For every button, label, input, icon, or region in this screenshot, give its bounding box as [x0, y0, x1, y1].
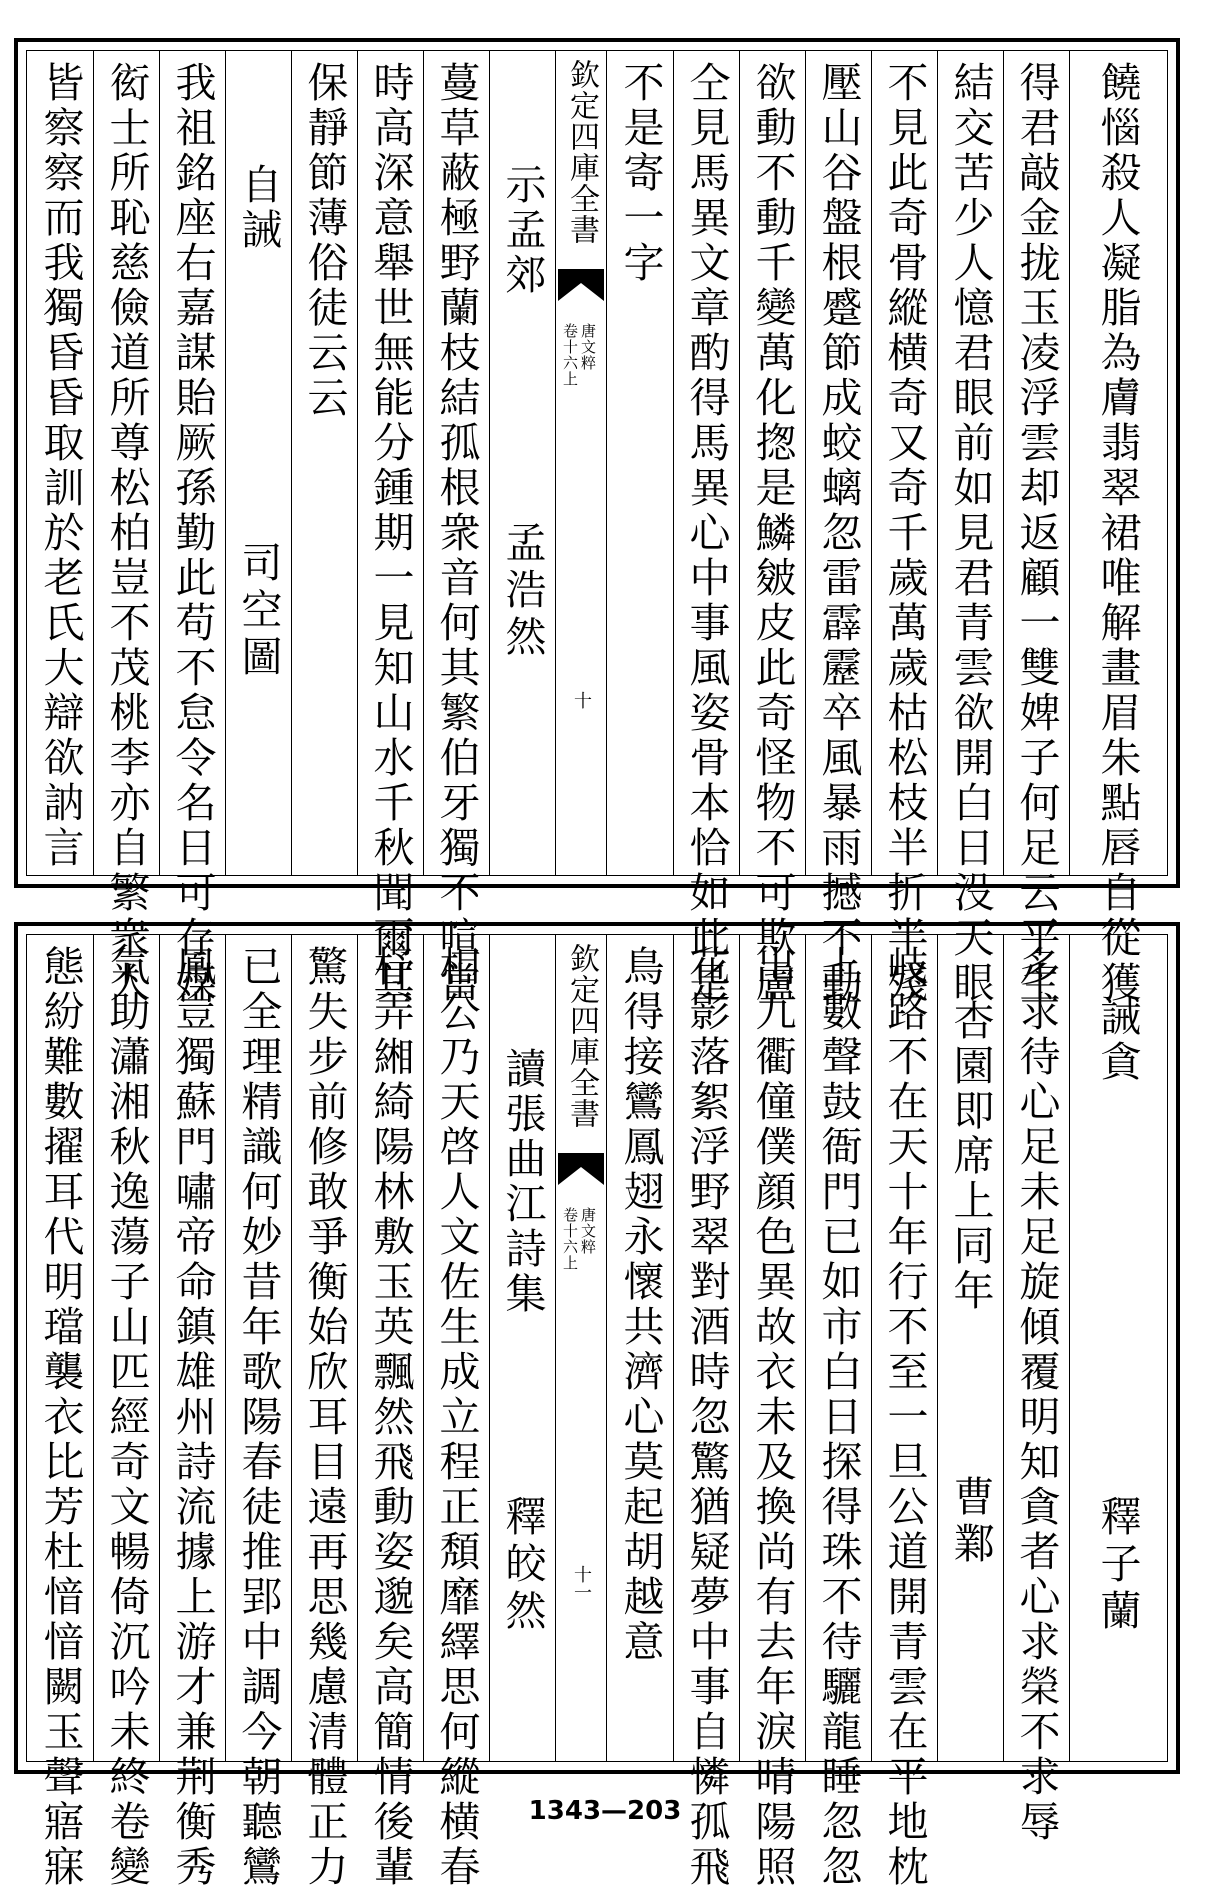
volume-number: 卷十六上	[561, 1207, 579, 1271]
column	[93, 935, 160, 1890]
text-line: 不是寄一字	[616, 61, 665, 286]
fish-tail-mark	[558, 1153, 604, 1185]
column	[291, 935, 358, 1890]
fish-tail-mark	[558, 269, 604, 301]
column	[489, 51, 556, 875]
column	[607, 51, 674, 875]
column	[871, 51, 938, 1006]
top-page-frame	[26, 50, 1168, 1006]
top-page	[14, 38, 1180, 1006]
text-line: 時高深意舉世無能分鍾期一見知山水千秋聞爾其	[366, 61, 415, 1006]
text-line: 花影落絮浮野翠對酒時忽驚猶疑夢中事自憐孤飛	[682, 945, 731, 1890]
column	[357, 935, 424, 1890]
column	[27, 51, 94, 875]
column	[1003, 51, 1070, 1006]
column	[1069, 935, 1165, 1761]
column	[871, 935, 938, 1890]
column	[1003, 935, 1070, 1845]
column	[805, 935, 872, 1890]
poem-title: 示孟郊	[498, 163, 547, 298]
text-line: 杼弄緗綺陽林敷玉英飄然飛動姿邈矣高簡情後輩	[366, 945, 415, 1890]
column	[27, 935, 94, 1890]
text-line: 上數聲鼓衙門已如市白日探得珠不待驪龍睡忽忽	[814, 945, 863, 1890]
text-line: 態紛難數擢耳代明璫襲衣比芳杜愔愔闕玉聲寤寐	[36, 945, 85, 1890]
text-line: 蔓草蔽極野蘭枝結孤根衆音何其繁伯牙獨不喧當	[432, 61, 481, 1006]
column	[159, 935, 226, 1890]
column	[673, 51, 740, 1006]
book-name: 唐文粹	[579, 1207, 597, 1255]
poem-title: 誡貪	[1093, 995, 1142, 1085]
column	[225, 51, 292, 875]
volume-number: 卷十六上	[561, 323, 579, 387]
poem-title: 讀張曲江詩集	[498, 1047, 547, 1317]
poem-author: 曹鄴	[946, 1475, 995, 1569]
column	[937, 51, 1004, 1006]
text-line: 多求待心足未足旋傾覆明知貪者心求榮不求辱	[1012, 945, 1061, 1845]
text-line: 衒士所恥慈儉道所尊松柏豈不茂桃李亦自繁衆人	[102, 61, 151, 1006]
text-line: 出九衢僮僕顔色異故衣未及換尚有去年淚晴陽照	[748, 945, 797, 1890]
book-series-title: 欽定四庫全書	[564, 59, 599, 245]
text-line: 得君敲金拢玉凌浮雲却返顧一雙婢子何足云平生	[1012, 61, 1061, 1006]
column	[1069, 51, 1165, 1006]
column	[93, 51, 160, 1006]
center-gutter	[555, 935, 607, 1761]
text-line: 不見此奇骨縱横奇又奇千歲萬歲枯松枝半折半殘	[880, 61, 929, 1006]
text-line: 欲動不動千變萬化揔是鱗皴皮此奇怪物不可欺盧	[748, 61, 797, 1006]
text-line: 壓山谷盤根蹙節成蛟螭忽雷霹靂卒風暴雨撼不動	[814, 61, 863, 1006]
poem-author: 孟浩然	[498, 521, 547, 662]
text-line: 仝見馬異文章酌得馬異心中事風姿骨本恰如此是	[682, 61, 731, 1006]
column	[423, 935, 490, 1890]
center-gutter	[555, 51, 607, 875]
poem-author: 司空圖	[234, 541, 283, 682]
page-number: 十	[571, 691, 592, 709]
book-name: 唐文粹	[579, 323, 597, 371]
text-line: 皆察察而我獨昏昏取訓於老氏大辯欲訥言	[36, 61, 85, 871]
text-line: 我祖銘座右嘉謀貽厥孫勤此苟不怠令名日可存媒	[168, 61, 217, 1006]
text-line: 鳥得接鸞鳳翅永懷共濟心莫起胡越意	[616, 945, 665, 1665]
text-line: 已全理精識何妙昔年歌陽春徒推郢中調今朝聽鸞	[234, 945, 283, 1890]
text-line: 相公乃天啓人文佐生成立程正頽靡繹思何縱横春	[432, 945, 481, 1890]
page-number: 十一	[571, 1565, 592, 1601]
page-footer-number: 1343—203	[528, 1796, 682, 1826]
column	[357, 51, 424, 1006]
poem-title: 杏園即席上同年	[946, 999, 995, 1314]
text-line: 岐路不在天十年行不至一旦公道開青雲在平地枕	[880, 945, 929, 1890]
column	[291, 51, 358, 875]
column	[225, 935, 292, 1890]
book-series-title: 欽定四庫全書	[564, 943, 599, 1129]
text-line: 保靜節薄俗徒云云	[300, 61, 349, 421]
poem-title: 自誡	[234, 163, 283, 253]
text-line: 饒惱殺人凝脂為膚翡翠裙唯解畫眉朱點唇自從獲	[1093, 61, 1142, 1006]
column	[937, 935, 1004, 1761]
column	[607, 935, 674, 1761]
text-line: 鳳豈獨蘇門嘯帝命鎮雄州詩流據上游才兼荆衡秀	[168, 945, 217, 1890]
column	[159, 51, 226, 1006]
text-line: 氣助瀟湘秋逸蕩子山匹經奇文暢倚沉吟未終卷變	[102, 945, 151, 1890]
column	[673, 935, 740, 1890]
column	[739, 51, 806, 1006]
column	[805, 51, 872, 1006]
column	[423, 51, 490, 1006]
poem-author: 釋皎然	[498, 1495, 547, 1636]
column	[489, 935, 556, 1761]
text-line: 結交苦少人憶君眼前如見君青雲欲開白日没天眼	[946, 61, 995, 1006]
column	[739, 935, 806, 1890]
text-line: 驚失步前修敢爭衡始欣耳目遠再思幾慮清體正力	[300, 945, 349, 1890]
poem-author: 釋子蘭	[1093, 1495, 1142, 1636]
